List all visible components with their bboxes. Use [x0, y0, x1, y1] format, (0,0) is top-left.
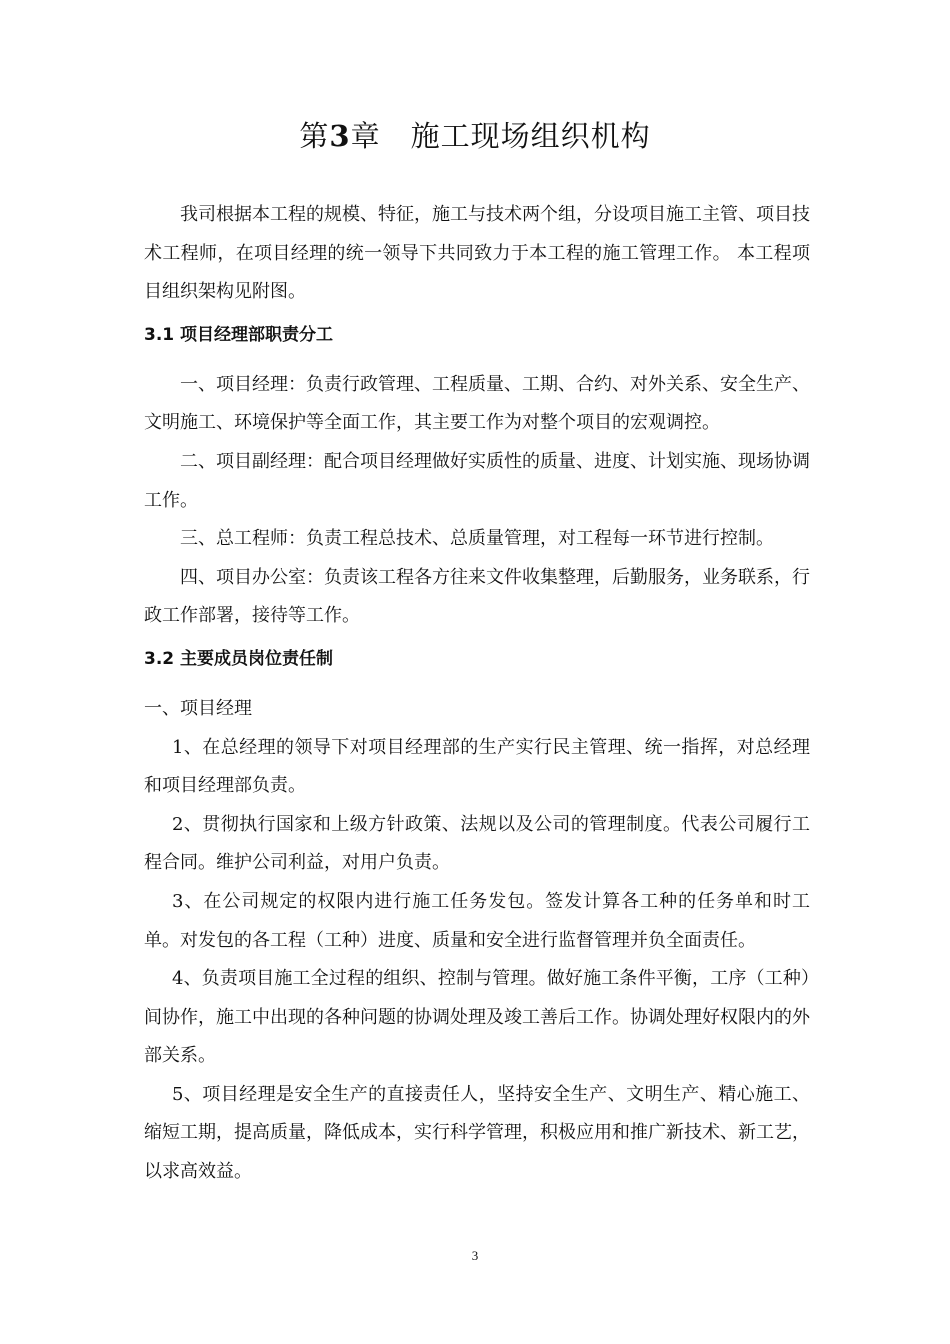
document-body — [144, 196, 810, 1192]
subheading-project-manager: 一、项目经理 — [144, 697, 252, 719]
section-number: 3.1 — [144, 324, 175, 345]
chapter-number-suffix: 章 — [350, 119, 381, 153]
page-number: 3 — [471, 1248, 479, 1263]
responsibility-item: 3、在公司规定的权限内进行施工任务发包。签发计算各工种的任务单和时工单。对发包的各工程（工种）进度、质量和安全进行监督管理并负全面责任。 — [144, 890, 810, 951]
section-title: 主要成员岗位责任制 — [180, 648, 333, 669]
chapter-number-prefix: 第 — [299, 119, 330, 153]
responsibility-item: 4、负责项目施工全过程的组织、控制与管理。做好施工条件平衡，工序（工种）间协作，施工中出现的各种问题的协调处理及竣工善后工作。协调处理好权限内的外部关系。 — [144, 968, 810, 1067]
duty-paragraph: 一、项目经理：负责行政管理、工程质量、工期、合约、对外关系、安全生产、文明施工、环境保护等全面工作，其主要工作为对整个项目的宏观调控。 — [144, 373, 810, 434]
chapter-title-text: 施工现场组织机构 — [410, 119, 651, 153]
duty-paragraph: 二、项目副经理：配合项目经理做好实质性的质量、进度、计划实施、现场协调工作。 — [144, 450, 810, 511]
intro-paragraph: 我司根据本工程的规模、特征，施工与技术两个组，分设项目施工主管、项目技术工程师，在项目经理的统一领导下共同致力于本工程的施工管理工作。 本工程项目组织架构见附图。 — [144, 204, 810, 303]
responsibility-item: 1、在总经理的领导下对项目经理部的生产实行民主管理、统一指挥，对总经理和项目经理部负责。 — [144, 736, 810, 797]
responsibility-item: 2、贯彻执行国家和上级方针政策、法规以及公司的管理制度。代表公司履行工程合同。维护公司利益，对用户负责。 — [144, 813, 810, 874]
chapter-title — [0, 114, 950, 158]
chapter-number: 3 — [329, 119, 351, 153]
duty-paragraph: 四、项目办公室：负责该工程各方往来文件收集整理，后勤服务，业务联系，行政工作部署，接待等工作。 — [144, 566, 810, 627]
section-number: 3.2 — [144, 648, 175, 669]
section-title: 项目经理部职责分工 — [180, 324, 333, 345]
section-heading-3-2 — [144, 636, 810, 684]
responsibility-item: 5、项目经理是安全生产的直接责任人，坚持安全生产、文明生产、精心施工、缩短工期，提高质量，降低成本，实行科学管理，积极应用和推广新技术、新工艺，以求高效益。 — [144, 1083, 810, 1183]
duty-paragraph: 三、总工程师：负责工程总技术、总质量管理，对工程每一环节进行控制。 — [180, 528, 774, 550]
section-heading-3-1 — [144, 312, 810, 360]
